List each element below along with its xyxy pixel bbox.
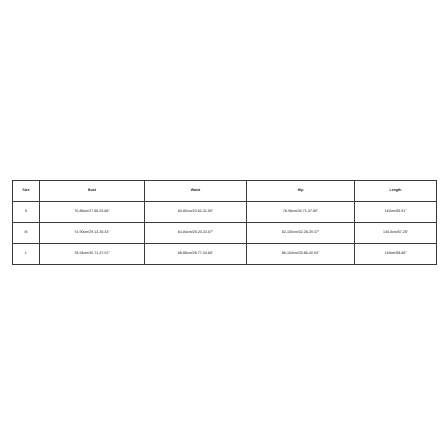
header-row [13, 181, 437, 202]
bust-cell: 78-94cm/30.71-37.01" [40, 244, 145, 265]
size-chart-table [12, 180, 437, 265]
waist-cell: 60-80cm/23.62-31.50" [145, 202, 247, 223]
table-row [13, 244, 437, 265]
hip-cell: 78-96cm/30.71-37.80" [247, 202, 355, 223]
hip-cell: 82-100cm/32.28-39.37" [247, 223, 355, 244]
header-length: Length [355, 181, 437, 202]
waist-cell: 64-84cm/25.20-33.07" [145, 223, 247, 244]
header-hip: Hip [247, 181, 355, 202]
header-waist: Waist [145, 181, 247, 202]
table-row [13, 223, 437, 244]
hip-cell: 86-104cm/33.86-40.94" [247, 244, 355, 265]
bust-cell: 70-86cm/27.56-33.86" [40, 202, 145, 223]
table-row [13, 202, 437, 223]
header-bust: Bust [40, 181, 145, 202]
length-cell: 145.5cm/57.28" [355, 223, 437, 244]
waist-cell: 68-88cm/26.77-34.65" [145, 244, 247, 265]
length-cell: 149cm/58.66" [355, 244, 437, 265]
size-cell: L [13, 244, 40, 265]
length-cell: 142cm/55.91" [355, 202, 437, 223]
bust-cell: 74-90cm/29.13-35.43" [40, 223, 145, 244]
header-size: Size [13, 181, 40, 202]
size-cell: S [13, 202, 40, 223]
size-cell: M [13, 223, 40, 244]
